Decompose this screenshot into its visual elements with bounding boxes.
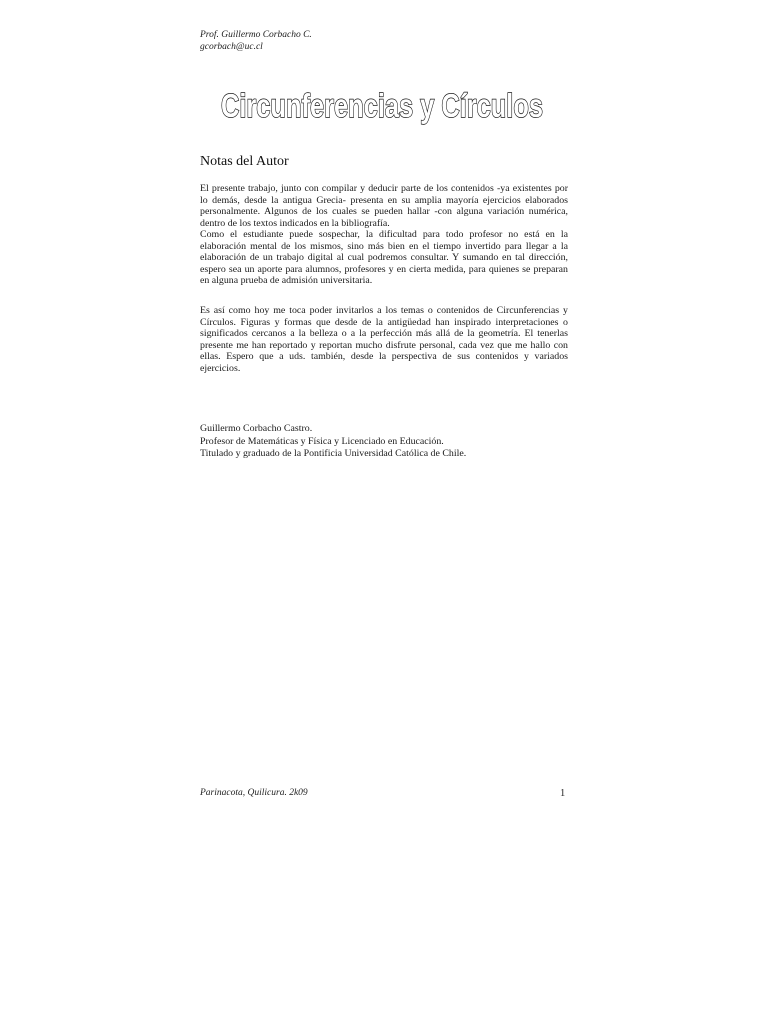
paragraph-block xyxy=(200,305,568,374)
document-title-text: Circunferencias y Círculos xyxy=(221,87,543,124)
paragraph: Como el estudiante puede sospechar, la dificultad para todo profesor no está en la elaboración mental de los mismos, sino más bien en el tiempo invertido para llegar a la elaboración de un trabajo digital al cual podremos consultar. Y sumando en tal dirección, espero sea un aporte para alumnos, profesores y en cierta medida, para quienes se preparan en alguna prueba de admisión universitaria. xyxy=(200,229,568,286)
paragraph-block xyxy=(200,183,568,287)
page-number: 1 xyxy=(560,788,566,799)
paragraph: Es así como hoy me toca poder invitarlos a los temas o contenidos de Circunferencias y Círculos. Figuras y formas que desde de la antigüedad han inspirado interpretaciones o significados cercanos a la belleza o a la perfección más allá de la geometría. El tenerlas presente me han reportado y reportan mucho disfrute personal, cada vez que me hallo con ellas. Espero que a uds. también, desde la perspectiva de sus contenidos y variados ejercicios. xyxy=(200,305,568,374)
document-title xyxy=(0,80,768,130)
signature-degree: Titulado y graduado de la Pontificia Universidad Católica de Chile. xyxy=(200,448,467,459)
header-author: Prof. Guillermo Corbacho C. xyxy=(200,30,312,40)
signature-role: Profesor de Matemáticas y Física y Licenciado en Educación. xyxy=(200,435,444,447)
footer-location: Parinacota, Quilicura. 2k09 xyxy=(200,788,308,798)
author-signature xyxy=(200,423,466,461)
page-header xyxy=(200,29,312,53)
paragraph: El presente trabajo, junto con compilar y deducir parte de los contenidos -ya existentes por lo demás, desde la antigua Grecia- presenta en su amplia mayoría ejercicios elaborados personalmente. Algunos de los cuales se pueden hallar -con alguna variación numérica, dentro de los textos indicados en la bibliografía. xyxy=(200,183,568,229)
signature-name: Guillermo Corbacho Castro. xyxy=(200,423,313,434)
header-email: gcorbach@uc.cl xyxy=(200,42,263,52)
section-heading: Notas del Autor xyxy=(200,154,289,169)
